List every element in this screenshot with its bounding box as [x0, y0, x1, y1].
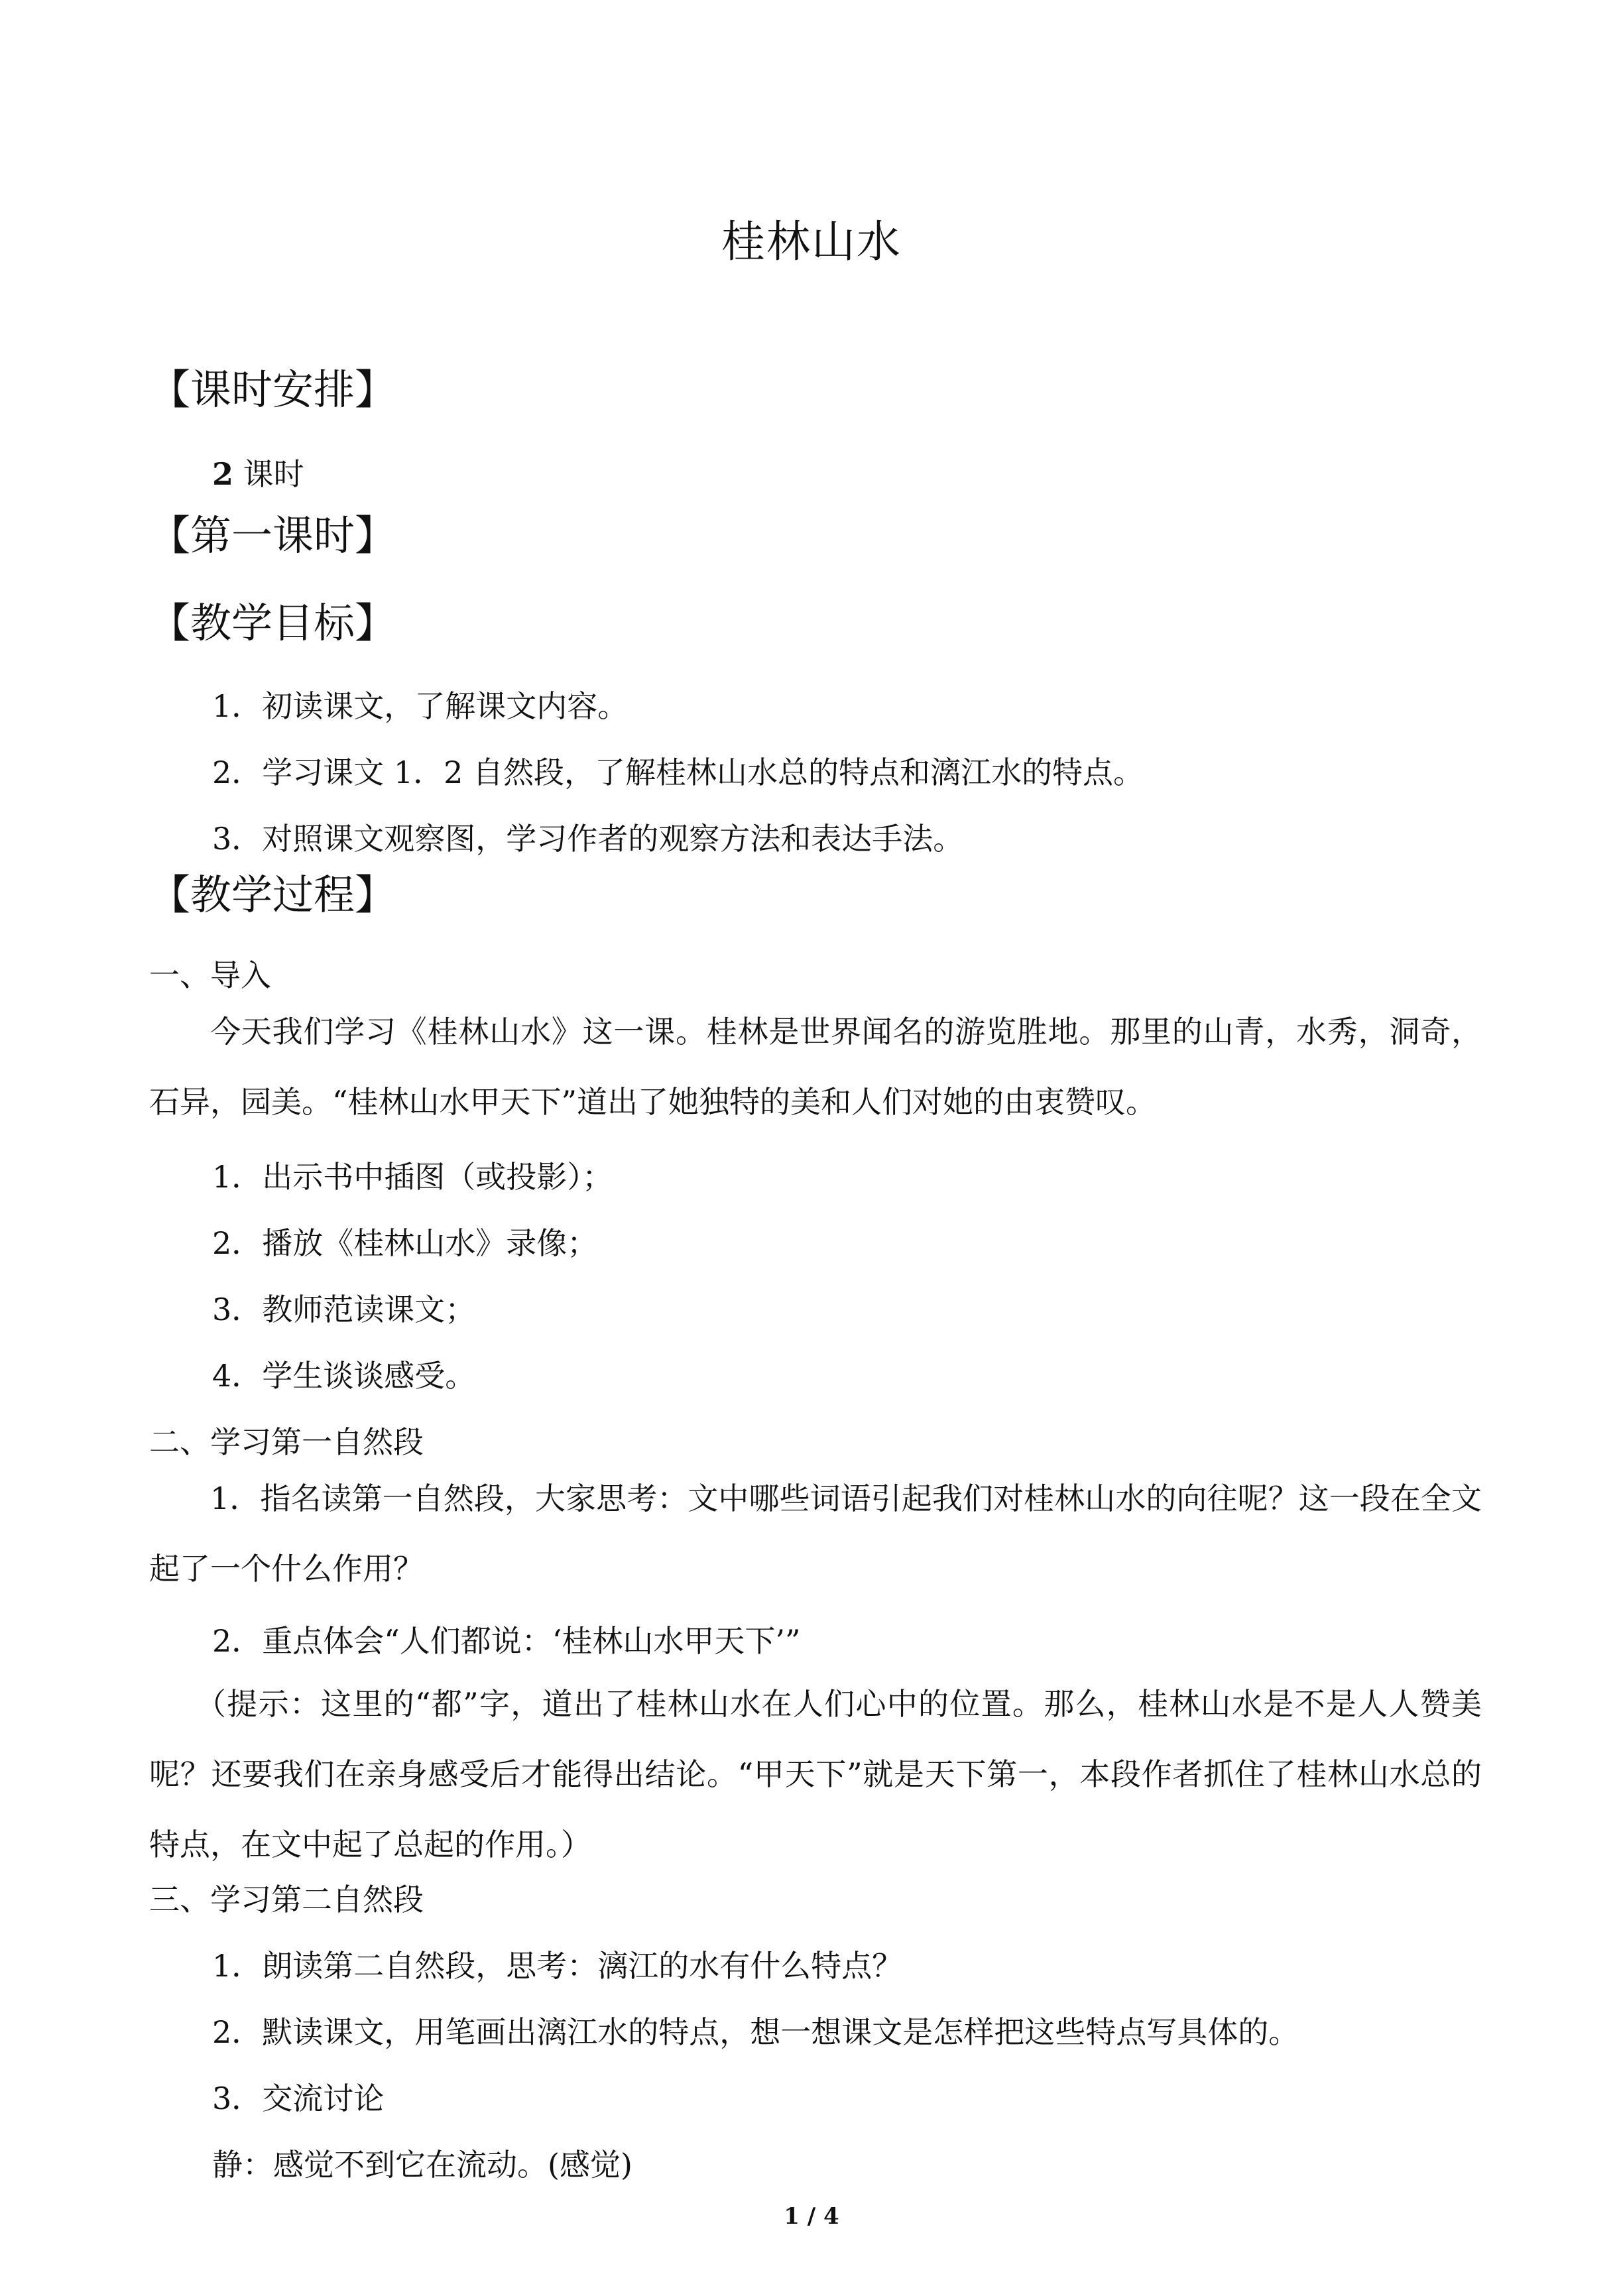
objective-item-1: 1．初读课文，了解课文内容。	[212, 688, 629, 724]
part3-step-1: 1．朗读第二自然段，思考：漓江的水有什么特点？	[212, 1948, 903, 1984]
part1-heading: 一、导入	[149, 957, 271, 993]
part1-step-2: 2．播放《桂林山水》录像；	[212, 1225, 598, 1261]
part3-step-4: 静：感觉不到它在流动。(感觉)	[212, 2147, 632, 2183]
lesson-heading: 【第一课时】	[149, 511, 396, 560]
schedule-unit: 课时	[243, 456, 304, 492]
part1-step-1: 1．出示书中插图（或投影）；	[212, 1159, 613, 1195]
part3-heading: 三、学习第二自然段	[149, 1882, 424, 1917]
part2-question-1: 1．指名读第一自然段，大家思考：文中哪些词语引起我们对桂林山水的向往呢？这一段在全文起了一个什么作用？	[149, 1480, 1482, 1587]
part2-heading: 二、学习第一自然段	[149, 1424, 424, 1460]
schedule-count: 2	[212, 456, 234, 492]
objective-item-3: 3．对照课文观察图，学习作者的观察方法和表达手法。	[212, 821, 964, 857]
part1-step-3: 3．教师范读课文；	[212, 1292, 476, 1327]
schedule-text	[212, 451, 1538, 497]
objective-item-2: 2．学习课文 1．2 自然段，了解桂林山水总的特点和漓江水的特点。	[212, 755, 1144, 790]
part1-intro-paragraph: 今天我们学习《桂林山水》这一课。桂林是世界闻名的游览胜地。那里的山青，水秀，洞奇，石异，园美。“桂林山水甲天下”道出了她独特的美和人们对她的由衷赞叹。	[149, 1014, 1482, 1120]
part2-hint-paragraph: （提示：这里的“都”字，道出了桂林山水在人们心中的位置。那么，桂林山水是不是人人赞美呢？还要我们在亲身感受后才能得出结论。“甲天下”就是天下第一，本段作者抓住了桂林山水总的特点，在文中起了总起的作用。）	[149, 1686, 1482, 1862]
part2-question-2: 2．重点体会“人们都说：‘桂林山水甲天下’”	[212, 1623, 801, 1659]
part1-step-4: 4．学生谈谈感受。	[212, 1358, 476, 1394]
part3-step-2: 2．默读课文，用笔画出漓江水的特点，想一想课文是怎样把这些特点写具体的。	[212, 2014, 1299, 2050]
part3-step-3: 3．交流讨论	[212, 2081, 385, 2116]
page-number: 1 / 4	[784, 2203, 839, 2230]
objectives-heading: 【教学目标】	[149, 599, 396, 647]
process-heading: 【教学过程】	[149, 871, 396, 919]
schedule-heading: 【课时安排】	[149, 365, 396, 414]
document-title: 桂林山水	[721, 216, 902, 267]
